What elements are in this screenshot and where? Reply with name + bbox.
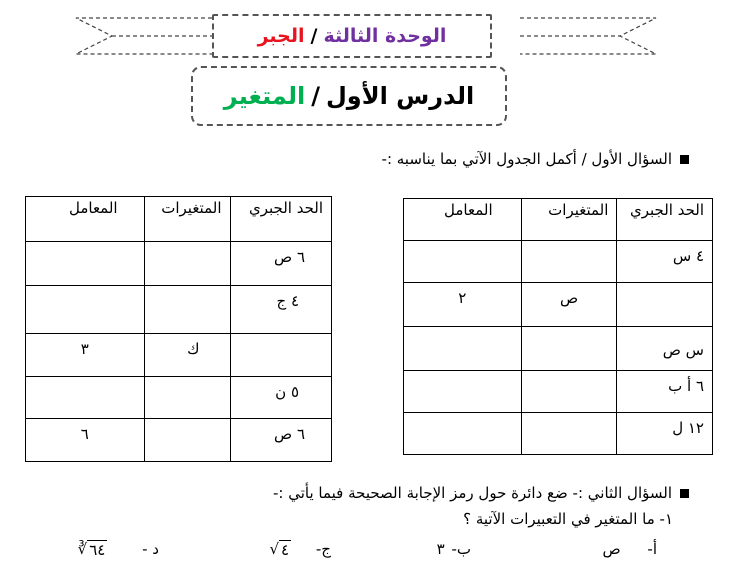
cell-coefficient[interactable]: ٣ bbox=[26, 334, 145, 377]
cell-coefficient[interactable]: ٦ bbox=[26, 419, 145, 462]
choice-d-letter: د - bbox=[142, 540, 159, 558]
header-algebraic-term: الحد الجبري bbox=[617, 199, 713, 241]
question-1 bbox=[382, 150, 689, 168]
cell-variables[interactable] bbox=[521, 413, 617, 455]
cell-term[interactable]: ٤ ج bbox=[230, 286, 332, 334]
table-row bbox=[26, 242, 332, 286]
cell-variables[interactable] bbox=[521, 241, 617, 283]
table-row bbox=[404, 371, 713, 413]
header-coefficient: المعامل bbox=[404, 199, 522, 241]
unit-separator: / bbox=[310, 25, 318, 47]
cell-term[interactable] bbox=[617, 283, 713, 327]
cell-coefficient[interactable] bbox=[26, 377, 145, 419]
question-2 bbox=[273, 484, 689, 502]
header-variables: المتغيرات bbox=[521, 199, 617, 241]
cell-term[interactable]: ٦ أ ب bbox=[617, 371, 713, 413]
table-right bbox=[403, 198, 713, 455]
table-row bbox=[404, 283, 713, 327]
choice-a-value: ص bbox=[602, 540, 621, 558]
cell-coefficient[interactable] bbox=[404, 327, 522, 371]
cell-variables[interactable]: ص bbox=[521, 283, 617, 327]
header-coefficient: المعامل bbox=[26, 197, 145, 242]
cell-coefficient[interactable] bbox=[404, 413, 522, 455]
cell-variables[interactable] bbox=[144, 242, 230, 286]
cell-coefficient[interactable] bbox=[26, 242, 145, 286]
table-row bbox=[404, 327, 713, 371]
question-2-item-1-text: ١- ما المتغير في التعبيرات الآتية ؟ bbox=[463, 510, 673, 528]
choice-a[interactable] bbox=[602, 540, 657, 558]
cell-term[interactable]: ٦ ص bbox=[230, 419, 332, 462]
cell-coefficient[interactable] bbox=[404, 371, 522, 413]
cell-variables[interactable] bbox=[144, 377, 230, 419]
table-row bbox=[26, 334, 332, 377]
choice-c-letter: ج- bbox=[315, 540, 331, 558]
question-2-text: السؤال الثاني :- ضع دائرة حول رمز الإجابة الصحيحة فيما يأتي :- bbox=[272, 484, 672, 502]
cell-variables[interactable] bbox=[144, 419, 230, 462]
choice-d[interactable] bbox=[78, 540, 159, 559]
table-header-row bbox=[404, 199, 713, 241]
choice-a-letter: أ- bbox=[647, 540, 657, 558]
table-header-row bbox=[26, 197, 332, 242]
header-algebraic-term: الحد الجبري bbox=[230, 197, 332, 242]
cell-coefficient[interactable] bbox=[26, 286, 145, 334]
table-left bbox=[25, 196, 332, 462]
header-variables: المتغيرات bbox=[144, 197, 230, 242]
question-1-text: السؤال الأول / أكمل الجدول الآتي بما يناسبه :- bbox=[381, 150, 672, 168]
cell-term[interactable]: ٥ ن bbox=[230, 377, 332, 419]
square-bullet-icon bbox=[680, 155, 689, 164]
cell-variables[interactable] bbox=[521, 371, 617, 413]
choice-b-value: ٣ bbox=[436, 540, 445, 558]
cell-coefficient[interactable] bbox=[404, 241, 522, 283]
cube-root-icon: ∛ bbox=[77, 540, 88, 558]
radicand: ٦٤ bbox=[89, 541, 106, 559]
question-2-item-1 bbox=[463, 510, 673, 528]
cell-variables[interactable] bbox=[144, 286, 230, 334]
lesson-separator: / bbox=[311, 82, 320, 110]
cell-variables[interactable] bbox=[521, 327, 617, 371]
lesson-topic: المتغير bbox=[223, 82, 306, 110]
cube-root-expression bbox=[78, 540, 108, 559]
square-root-icon: √ bbox=[269, 540, 280, 558]
choice-b-letter: ب- bbox=[451, 540, 471, 558]
table-row bbox=[26, 286, 332, 334]
answer-choices bbox=[0, 538, 731, 566]
square-bullet-icon bbox=[680, 489, 689, 498]
table-row bbox=[26, 377, 332, 419]
cell-term[interactable]: ٦ ص bbox=[230, 242, 332, 286]
unit-title bbox=[212, 14, 492, 58]
lesson-title bbox=[191, 66, 507, 126]
table-row bbox=[404, 413, 713, 455]
table-row bbox=[404, 241, 713, 283]
unit-label: الوحدة الثالثة bbox=[323, 25, 447, 47]
cell-variables[interactable]: ك bbox=[144, 334, 230, 377]
cell-coefficient[interactable]: ٢ bbox=[404, 283, 522, 327]
unit-topic: الجبر bbox=[257, 25, 305, 47]
cell-term[interactable]: ٤ س bbox=[617, 241, 713, 283]
lesson-label: الدرس الأول bbox=[325, 82, 475, 110]
choice-c[interactable] bbox=[269, 540, 331, 559]
cell-term[interactable] bbox=[230, 334, 332, 377]
square-root-expression bbox=[269, 540, 291, 559]
choice-b[interactable] bbox=[437, 540, 471, 558]
cell-term[interactable]: س ص bbox=[617, 327, 713, 371]
cell-term[interactable]: ١٢ ل bbox=[617, 413, 713, 455]
radicand: ٤ bbox=[281, 541, 290, 559]
table-row bbox=[26, 419, 332, 462]
